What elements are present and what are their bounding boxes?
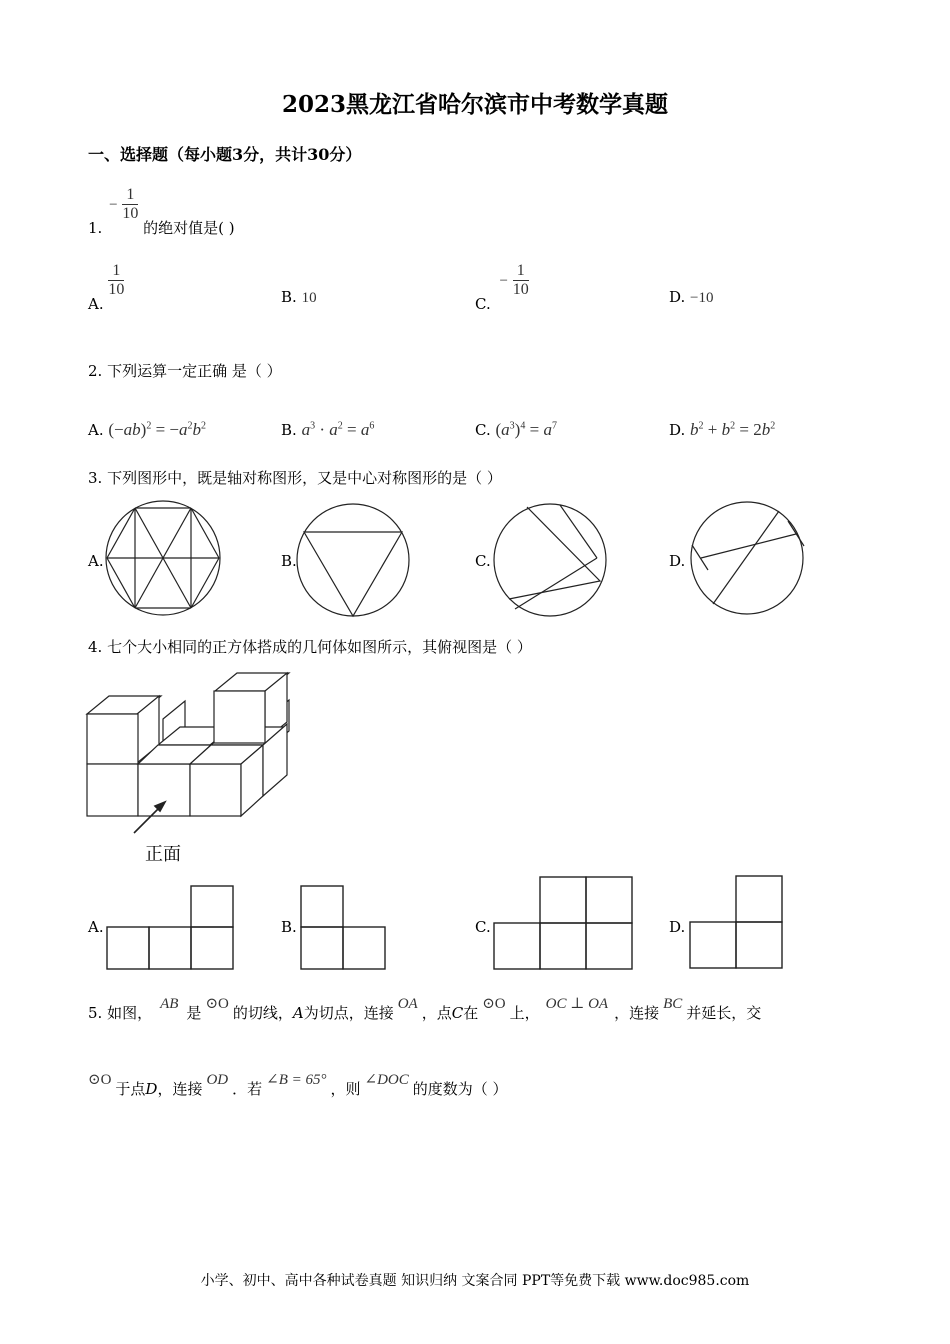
q1-option-b (281, 288, 317, 307)
q3-figure-d (688, 500, 808, 616)
option-d-value: −10 (690, 290, 714, 306)
option-label: C. (475, 421, 491, 439)
q2-option-b (281, 420, 374, 440)
q1-fraction (122, 186, 138, 223)
q1-minus: − (109, 196, 118, 213)
q1-frac-num: 1 (122, 186, 138, 205)
q3-option-d-label: D. (669, 552, 686, 570)
q1-option-d (669, 288, 714, 307)
q5-text: ，则 (330, 1080, 361, 1098)
q4-option-b-label: B. (281, 918, 297, 936)
page-title: 2023黑龙江省哈尔滨市中考数学真题 (281, 91, 668, 118)
q5-text: 的度数为（ ） (412, 1080, 508, 1098)
q3-figure-c (491, 503, 611, 619)
q5-math-od: OD (206, 1072, 229, 1088)
q5-point-c: C (451, 1004, 464, 1022)
option-label: C. (475, 294, 491, 313)
q5-math-circle-o: ⊙O (88, 1072, 112, 1088)
option-label: D. (669, 288, 686, 306)
q2-a-expression: $(-ab)^2 = -a^2b^2$ (108, 420, 206, 439)
q1-option-c (475, 262, 529, 313)
frac-den: 10 (512, 281, 529, 298)
q4-option-d-label: D. (669, 918, 686, 936)
q5-math-angle-b: ∠B = 65° (266, 1072, 327, 1088)
q5-point-d: D (145, 1080, 158, 1098)
q3-option-b-label: B. (281, 552, 297, 570)
q3-option-c-label: C. (475, 552, 491, 570)
front-label: 正面 (145, 844, 181, 864)
q5-text: ，连接 (157, 1080, 203, 1098)
q3-figure-a (100, 500, 226, 616)
q4-option-c-label: C. (475, 918, 491, 936)
option-label: D. (669, 421, 686, 439)
option-label: B. (281, 421, 297, 439)
q3-figure-b (296, 503, 412, 619)
q5-text: 在 (463, 1004, 479, 1022)
q1-number: 1. (88, 218, 103, 237)
q5-text: 的切线， (232, 1004, 293, 1022)
q5-math-oc-perp-oa: OC ⊥ OA (545, 996, 609, 1012)
q3-option-a-label: A. (88, 552, 104, 570)
q4-option-d-figure (689, 875, 785, 971)
q5-text: 于点 (115, 1080, 146, 1098)
q4-cube-figure (85, 665, 295, 825)
question-2: 2. 下列运算一定正确 是（ ） (88, 362, 282, 380)
option-c-fraction (513, 262, 529, 299)
q2-option-d (669, 420, 775, 440)
q4-option-a-label: A. (88, 918, 104, 936)
q5-text: 是 (186, 1004, 202, 1022)
q2-option-c (475, 420, 557, 440)
question-4: 4. 七个大小相同的正方体搭成的几何体如图所示，其俯视图是（ ） (88, 638, 532, 656)
q2-b-expression: $a^3 \cdot a^2 = a^6$ (301, 420, 375, 439)
q5-math-oa: OA (397, 996, 418, 1012)
q2-c-expression: $(a^3)^4 = a^7$ (495, 420, 557, 439)
q5-text: ．若 (232, 1080, 263, 1098)
q4-option-b-figure (300, 885, 388, 971)
q5-text: 并延长，交 (686, 1004, 762, 1022)
q4-option-c-figure (493, 876, 637, 972)
question-1 (88, 176, 235, 237)
option-c-minus: − (499, 272, 508, 289)
option-b-value: 10 (301, 290, 317, 306)
q5-text: ，点 (421, 1004, 452, 1022)
q1-frac-den: 10 (122, 205, 139, 222)
q5-math-circle-o: ⊙O (205, 996, 229, 1012)
q4-option-a-figure (106, 885, 234, 971)
q5-text: ，连接 (614, 1004, 660, 1022)
page-footer: 小学、初中、高中各种试卷真题 知识归纳 文案合同 PPT等免费下载 www.doc985.com (200, 1273, 750, 1289)
q5-line-2 (88, 1072, 508, 1099)
q5-math-bc: BC (663, 996, 683, 1012)
q5-line-1 (88, 996, 762, 1023)
q5-text: 为切点，连接 (303, 1004, 394, 1022)
question-3: 3. 下列图形中，既是轴对称图形，又是中心对称图形的是（ ） (88, 469, 502, 487)
q1-option-a (88, 262, 125, 313)
option-label: A. (88, 421, 104, 439)
q1-text: 的绝对值是( ) (143, 218, 235, 237)
q5-math-angle-doc: ∠DOC (364, 1072, 409, 1088)
q5-math-ab: AB (160, 996, 179, 1012)
section-heading: 一、选择题（每小题3分，共计30分） (88, 145, 362, 164)
q2-d-expression: $b^2 + b^2 = 2b^2$ (690, 420, 776, 439)
q5-math-circle-o: ⊙O (482, 996, 506, 1012)
q5-text: 上， (509, 1004, 540, 1022)
option-a-fraction (108, 262, 124, 299)
option-label: A. (88, 294, 104, 313)
frac-num: 1 (513, 262, 529, 281)
q5-text: 5. 如图， (88, 1004, 153, 1022)
frac-num: 1 (108, 262, 124, 281)
frac-den: 10 (108, 281, 125, 298)
option-label: B. (281, 288, 297, 306)
q5-point-a: A (292, 1004, 304, 1022)
q2-option-a (88, 420, 206, 440)
